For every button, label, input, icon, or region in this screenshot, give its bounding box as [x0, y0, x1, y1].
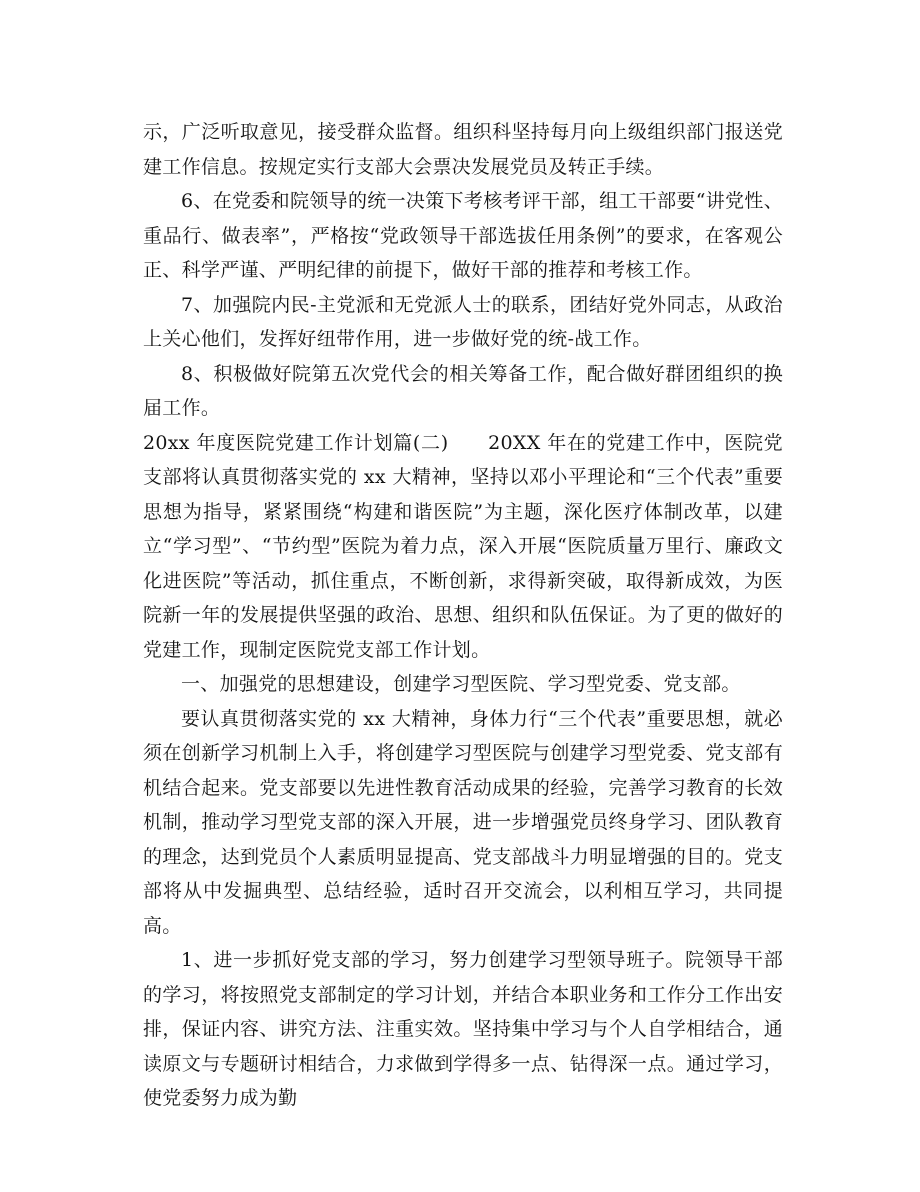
paragraph-item-6: 6、在党委和院领导的统一决策下考核考评干部，组工干部要“讲党性、重品行、做表率”，严格按“党政领导干部选拔任用条例”的要求，在客观公正、科学严谨、严明纪律的前提下，做好干部的推荐和考核工作。 [143, 190, 783, 281]
paragraph-item-1: 1、进一步抓好党支部的学习，努力创建学习型领导班子。院领导干部的学习，将按照党支部制定的学习计划，并结合本职业务和工作分工作出安排，保证内容、讲究方法、注重实效。坚持集中学习与个人自学相结合，通读原文与专题研讨相结合，力求做到学得多一点、钻得深一点。通过学习，使党委努力成为勤 [143, 949, 783, 1109]
document-body [143, 115, 783, 1116]
paragraph-section-one-body: 要认真贯彻落实党的 xx 大精神，身体力行“三个代表”重要思想，就必须在创新学习机制上入手，将创建学习型医院与创建学习型党委、党支部有机结合起来。党支部要以先进性教育活动成果的经验，完善学习教育的长效机制，推动学习型党支部的深入开展，进一步增强党员终身学习、团队教育的理念，达到党员个人素质明显提高、党支部战斗力明显增强的目的。党支部将从中发掘典型、总结经验，适时召开交流会，以利相互学习，共同提高。 [143, 707, 783, 937]
section-heading-one: 一、加强党的思想建设，创建学习型医院、学习型党委、党支部。 [181, 673, 741, 695]
paragraph-continuation: 示，广泛听取意见，接受群众监督。组织科坚持每月向上级组织部门报送党建工作信息。按规定实行支部大会票决发展党员及转正手续。 [143, 121, 783, 178]
paragraph-item-8: 8、积极做好院第五次党代会的相关筹备工作，配合做好群团组织的换届工作。 [143, 362, 783, 419]
paragraph-plan-part-two: 20xx 年度医院党建工作计划篇(二) 20XX 年在的党建工作中，医院党支部将认真贯彻落实党的 xx 大精神，坚持以邓小平理论和“三个代表”重要思想为指导，紧紧围绕“构建和谐医院”为主题，深化医疗体制改革，以建立“学习型”、“节约型”医院为着力点，深入开展“医院质量万里行、廉政文化进医院”等活动，抓住重点，不断创新，求得新突破，取得新成效，为医院新一年的发展提供坚强的政治、思想、组织和队伍保证。为了更的做好的党建工作，现制定医院党支部工作计划。 [143, 431, 783, 661]
paragraph-item-7: 7、加强院内民-主党派和无党派人士的联系，团结好党外同志，从政治上关心他们，发挥好纽带作用，进一步做好党的统-战工作。 [143, 293, 783, 350]
